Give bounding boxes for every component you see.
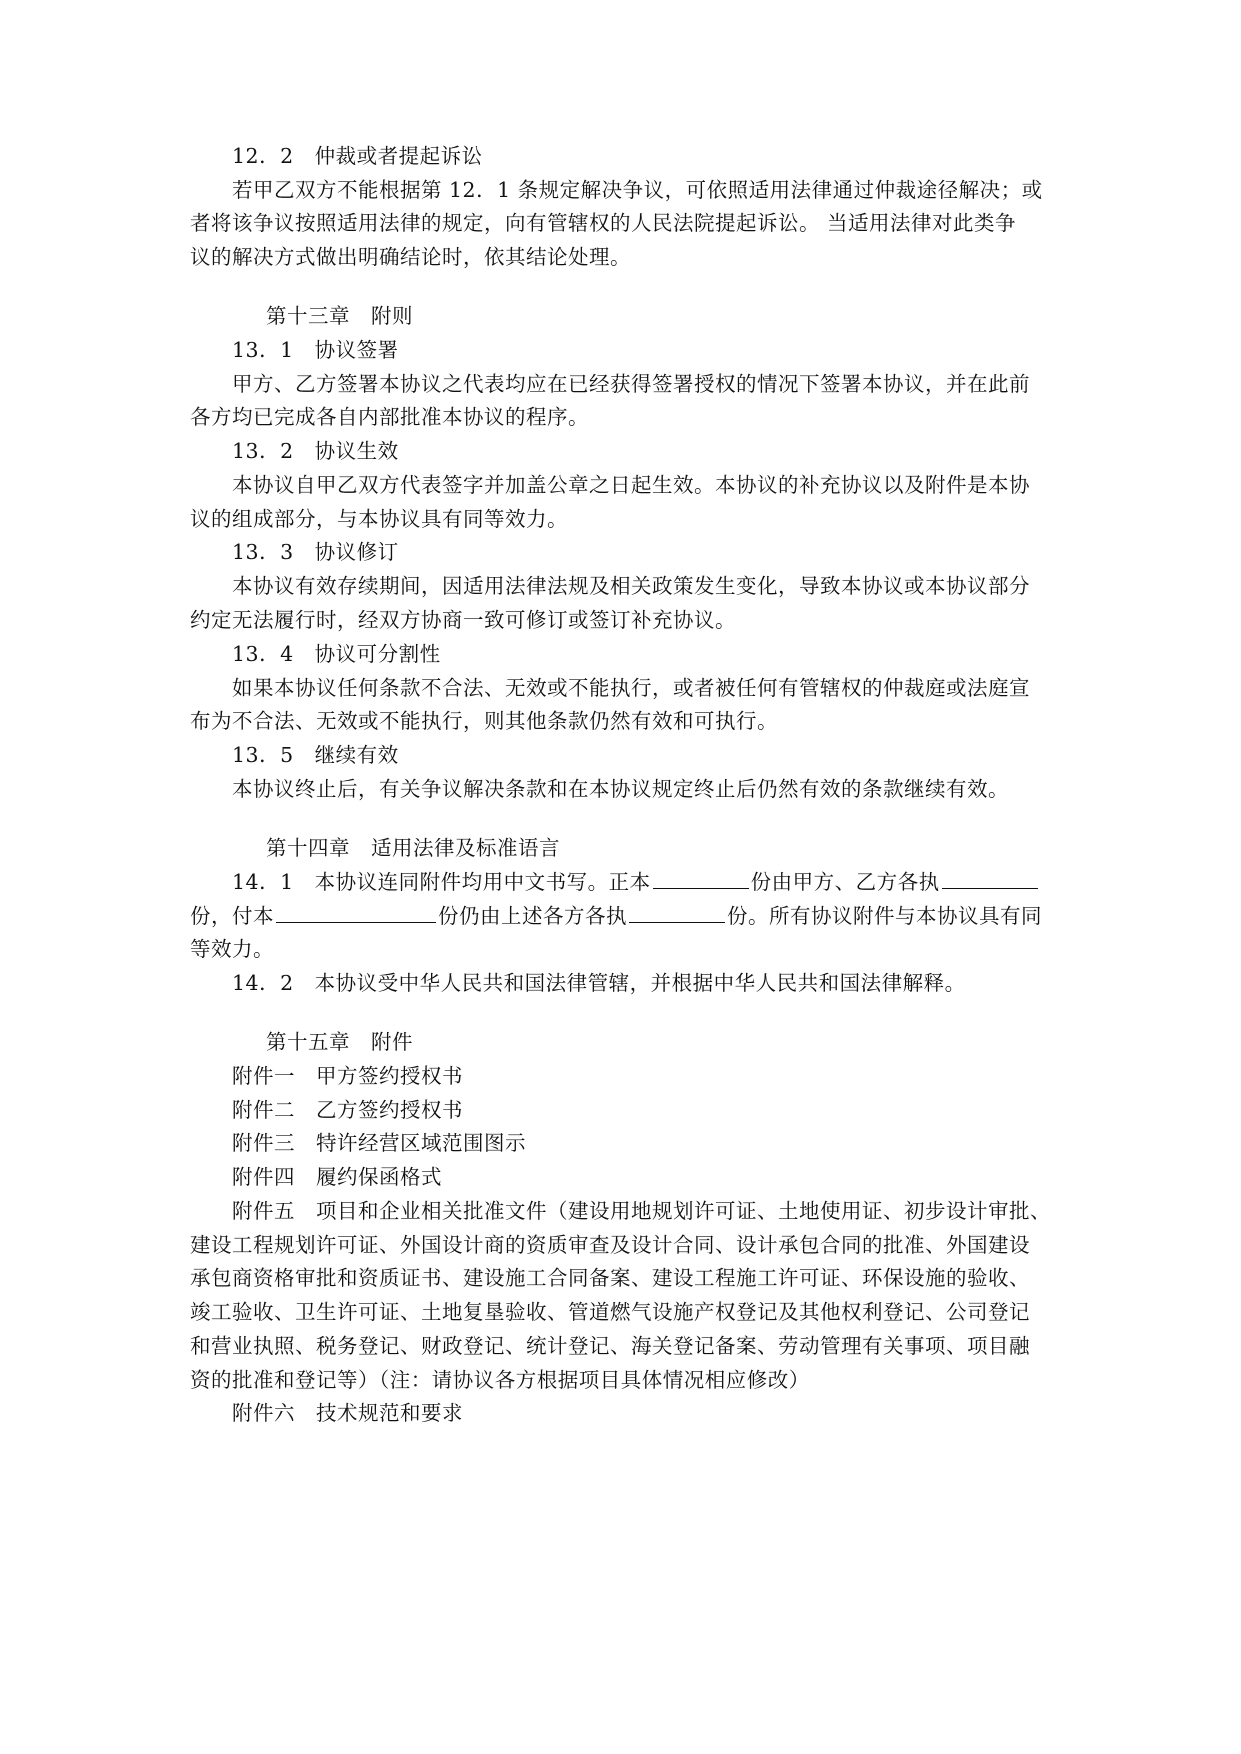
section-heading-13-5: 13．5 继续有效 bbox=[232, 743, 399, 767]
clause-14-1-line bbox=[190, 902, 1042, 930]
clause-text: 份由甲方、乙方各执 bbox=[750, 870, 940, 894]
clause-text: 14．1 本协议连同附件均用中文书写。正本 bbox=[232, 870, 651, 894]
chapter-heading-15: 第十五章 附件 bbox=[266, 1030, 413, 1054]
attachment-item: 附件五 项目和企业相关批准文件（建设用地规划许可证、土地使用证、初步设计审批、 bbox=[232, 1199, 1051, 1223]
paragraph-line: 竣工验收、卫生许可证、土地复垦验收、管道燃气设施产权登记及其他权利登记、公司登记 bbox=[190, 1300, 1030, 1324]
paragraph-line: 资的批准和登记等）（注：请协议各方根据项目具体情况相应修改） bbox=[190, 1368, 810, 1392]
paragraph-line: 如果本协议任何条款不合法、无效或不能执行，或者被任何有管辖权的仲裁庭或法庭宣 bbox=[232, 676, 1030, 700]
paragraph-line: 本协议有效存续期间，因适用法律法规及相关政策发生变化，导致本协议或本协议部分 bbox=[232, 574, 1030, 598]
paragraph-line: 和营业执照、税务登记、财政登记、统计登记、海关登记备案、劳动管理有关事项、项目融 bbox=[190, 1334, 1030, 1358]
paragraph-line: 甲方、乙方签署本协议之代表均应在已经获得签署授权的情况下签署本协议，并在此前 bbox=[232, 372, 1030, 396]
blank-field bbox=[629, 902, 725, 923]
paragraph-line: 各方均已完成各自内部批准本协议的程序。 bbox=[190, 405, 589, 429]
clause-text: 份。所有协议附件与本协议具有同 bbox=[727, 904, 1042, 928]
clause-14-2: 14．2 本协议受中华人民共和国法律管辖，并根据中华人民共和国法律解释。 bbox=[232, 971, 966, 995]
chapter-heading-13: 第十三章 附则 bbox=[266, 304, 413, 328]
section-heading-13-3: 13．3 协议修订 bbox=[232, 540, 399, 564]
attachment-item: 附件二 乙方签约授权书 bbox=[232, 1098, 463, 1122]
section-heading-13-1: 13．1 协议签署 bbox=[232, 338, 399, 362]
paragraph-line: 者将该争议按照适用法律的规定，向有管辖权的人民法院提起诉讼。 当适用法律对此类争 bbox=[190, 211, 1017, 235]
chapter-heading-14: 第十四章 适用法律及标准语言 bbox=[266, 836, 560, 860]
attachment-item: 附件三 特许经营区域范围图示 bbox=[232, 1131, 526, 1155]
paragraph-line: 布为不合法、无效或不能执行，则其他条款仍然有效和可执行。 bbox=[190, 709, 778, 733]
paragraph-line: 本协议自甲乙双方代表签字并加盖公章之日起生效。本协议的补充协议以及附件是本协 bbox=[232, 473, 1030, 497]
clause-text: 份，付本 bbox=[190, 904, 274, 928]
section-heading-12-2: 12．2 仲裁或者提起诉讼 bbox=[232, 144, 483, 168]
blank-field bbox=[942, 868, 1038, 889]
paragraph-line: 本协议终止后，有关争议解决条款和在本协议规定终止后仍然有效的条款继续有效。 bbox=[232, 777, 1009, 801]
paragraph-line: 约定无法履行时，经双方协商一致可修订或签订补充协议。 bbox=[190, 608, 736, 632]
paragraph-line: 议的解决方式做出明确结论时，依其结论处理。 bbox=[190, 245, 631, 269]
attachment-item: 附件一 甲方签约授权书 bbox=[232, 1064, 463, 1088]
paragraph-line: 若甲乙双方不能根据第 12．1 条规定解决争议，可依照适用法律通过仲裁途径解决；或 bbox=[232, 178, 1043, 202]
section-heading-13-2: 13．2 协议生效 bbox=[232, 439, 399, 463]
paragraph-line: 建设工程规划许可证、外国设计商的资质审查及设计合同、设计承包合同的批准、外国建设 bbox=[190, 1233, 1030, 1257]
blank-field bbox=[653, 868, 749, 889]
section-heading-13-4: 13．4 协议可分割性 bbox=[232, 642, 441, 666]
paragraph-line: 等效力。 bbox=[190, 937, 274, 961]
attachment-item: 附件六 技术规范和要求 bbox=[232, 1401, 463, 1425]
clause-14-1-line bbox=[232, 868, 1040, 896]
paragraph-line: 承包商资格审批和资质证书、建设施工合同备案、建设工程施工许可证、环保设施的验收、 bbox=[190, 1266, 1030, 1290]
blank-field bbox=[276, 902, 436, 923]
attachment-item: 附件四 履约保函格式 bbox=[232, 1165, 442, 1189]
paragraph-line: 议的组成部分，与本协议具有同等效力。 bbox=[190, 507, 568, 531]
clause-text: 份仍由上述各方各执 bbox=[438, 904, 627, 928]
